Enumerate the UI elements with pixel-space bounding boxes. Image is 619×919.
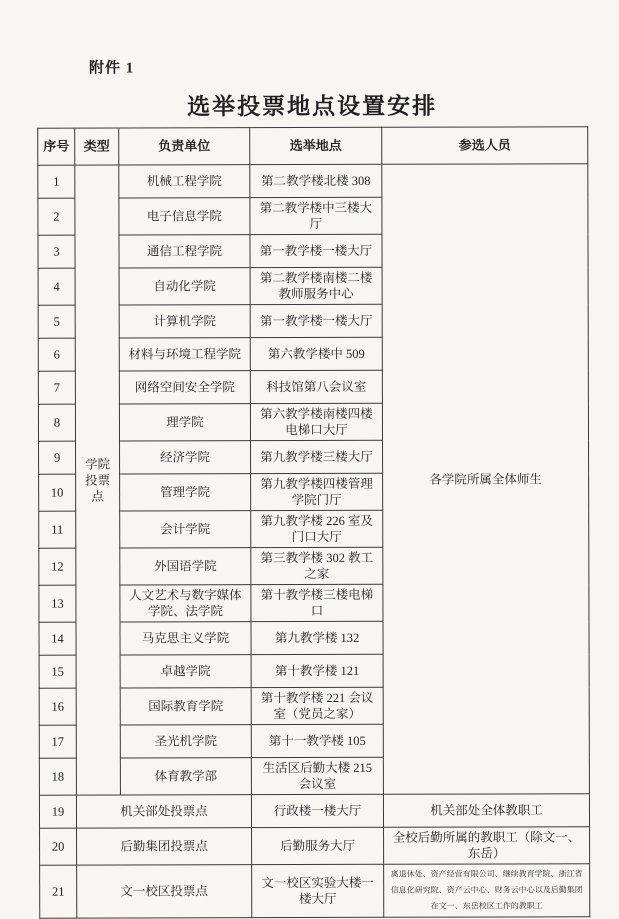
location-cell: 第十教学楼 221 会议室（党员之家） bbox=[251, 687, 383, 724]
unit-cell: 自动化学院 bbox=[119, 268, 250, 305]
unit-cell: 通信工程学院 bbox=[119, 235, 250, 268]
unit-cell: 国际教育学院 bbox=[120, 688, 251, 725]
type-cell-college: 学院投票点 bbox=[75, 165, 121, 795]
page-title: 选举投票地点设置安排 bbox=[187, 93, 438, 120]
table-header-row bbox=[38, 127, 588, 165]
table-row bbox=[40, 827, 590, 865]
header-serial-number: 序号 bbox=[38, 128, 75, 165]
location-cell: 第二教学楼南楼二楼教师服务中心 bbox=[250, 267, 382, 304]
unit-cell: 外国语学院 bbox=[120, 548, 251, 585]
attachment-label: 附件 1 bbox=[89, 60, 135, 77]
serial-number-cell: 6 bbox=[38, 338, 75, 371]
serial-number-cell: 16 bbox=[39, 688, 76, 725]
unit-cell: 会计学院 bbox=[120, 511, 251, 548]
unit-cell: 马克思主义学院 bbox=[120, 622, 251, 655]
serial-number-cell: 8 bbox=[38, 404, 75, 441]
serial-number-cell: 12 bbox=[39, 548, 76, 585]
serial-number-cell: 9 bbox=[39, 441, 76, 474]
header-participants: 参选人员 bbox=[382, 127, 588, 165]
location-cell: 第六教学楼南楼四楼电梯口大厅 bbox=[250, 403, 382, 440]
voting-locations-table bbox=[37, 126, 590, 918]
serial-number-cell: 15 bbox=[39, 655, 76, 688]
unit-cell: 文一校区投票点 bbox=[77, 865, 252, 918]
serial-number-cell: 3 bbox=[38, 235, 75, 268]
participants-cell-college: 各学院所属全体师生 bbox=[382, 164, 590, 795]
location-cell: 第三教学楼 302 教工之家 bbox=[251, 547, 383, 584]
table-body bbox=[38, 164, 590, 918]
participants-cell: 全校后勤所属的教职工（除文一、东岳） bbox=[384, 827, 590, 865]
location-cell: 第十教学楼 121 bbox=[251, 654, 383, 687]
header-responsible-unit: 负责单位 bbox=[119, 128, 250, 165]
serial-number-cell: 11 bbox=[39, 511, 76, 548]
participants-cell: 机关部处全体教职工 bbox=[383, 794, 589, 828]
location-cell: 第二教学楼北楼 308 bbox=[250, 164, 382, 197]
unit-cell: 体育教学部 bbox=[120, 758, 251, 795]
location-cell: 后勤服务大厅 bbox=[252, 827, 384, 864]
header-election-location: 选举地点 bbox=[250, 127, 382, 164]
location-cell: 科技馆第八会议室 bbox=[250, 370, 382, 403]
unit-cell: 机械工程学院 bbox=[119, 165, 250, 198]
serial-number-cell: 14 bbox=[39, 622, 76, 655]
serial-number-cell: 19 bbox=[39, 795, 76, 828]
location-cell: 第六教学楼中 509 bbox=[250, 337, 382, 370]
unit-cell: 经济学院 bbox=[120, 441, 251, 474]
unit-cell: 网络空间安全学院 bbox=[119, 371, 250, 404]
location-cell: 第九教学楼 132 bbox=[251, 621, 383, 654]
unit-cell: 管理学院 bbox=[120, 474, 251, 511]
location-cell: 第九教学楼三楼大厅 bbox=[251, 440, 383, 473]
serial-number-cell: 21 bbox=[40, 865, 77, 918]
unit-cell: 圣光机学院 bbox=[120, 725, 251, 758]
serial-number-cell: 5 bbox=[38, 305, 75, 338]
header-type: 类型 bbox=[75, 128, 119, 165]
location-cell: 第二教学楼中三楼大厅 bbox=[250, 197, 382, 234]
serial-number-cell: 2 bbox=[38, 198, 75, 235]
unit-cell: 后勤集团投票点 bbox=[77, 828, 252, 865]
unit-cell: 机关部处投票点 bbox=[76, 795, 251, 828]
unit-cell: 卓越学院 bbox=[120, 655, 251, 688]
location-cell: 第十一教学楼 105 bbox=[251, 724, 383, 757]
serial-number-cell: 20 bbox=[40, 828, 77, 865]
location-cell: 生活区后勤大楼 215 会议室 bbox=[251, 757, 383, 794]
location-cell: 第十教学楼三楼电梯口 bbox=[251, 584, 383, 621]
table-row bbox=[39, 794, 589, 828]
unit-cell: 电子信息学院 bbox=[119, 198, 250, 235]
serial-number-cell: 10 bbox=[39, 474, 76, 511]
serial-number-cell: 4 bbox=[38, 268, 75, 305]
serial-number-cell: 13 bbox=[39, 585, 76, 622]
table-row bbox=[38, 164, 588, 198]
serial-number-cell: 1 bbox=[38, 165, 75, 198]
unit-cell: 人文艺术与数字媒体学院、法学院 bbox=[120, 585, 251, 622]
serial-number-cell: 7 bbox=[38, 371, 75, 404]
location-cell: 文一校区实验大楼一楼大厅 bbox=[252, 864, 384, 917]
participants-cell: 离退休处、资产经营有限公司、继续教育学院、浙江省信息化研究院、资产云中心、财务云中心以及后勤集团在文一、东岳校区工作的教职工 bbox=[384, 864, 590, 918]
unit-cell: 计算机学院 bbox=[119, 305, 250, 338]
location-cell: 第一教学楼一楼大厅 bbox=[250, 234, 382, 267]
serial-number-cell: 17 bbox=[39, 725, 76, 758]
unit-cell: 理学院 bbox=[119, 404, 250, 441]
location-cell: 行政楼一楼大厅 bbox=[251, 794, 383, 827]
location-cell: 第九教学楼 226 室及门口大厅 bbox=[251, 510, 383, 547]
location-cell: 第九教学楼四楼管理学院门厅 bbox=[251, 473, 383, 510]
unit-cell: 材料与环境工程学院 bbox=[119, 338, 250, 371]
location-cell: 第一教学楼一楼大厅 bbox=[250, 304, 382, 337]
serial-number-cell: 18 bbox=[39, 758, 76, 795]
